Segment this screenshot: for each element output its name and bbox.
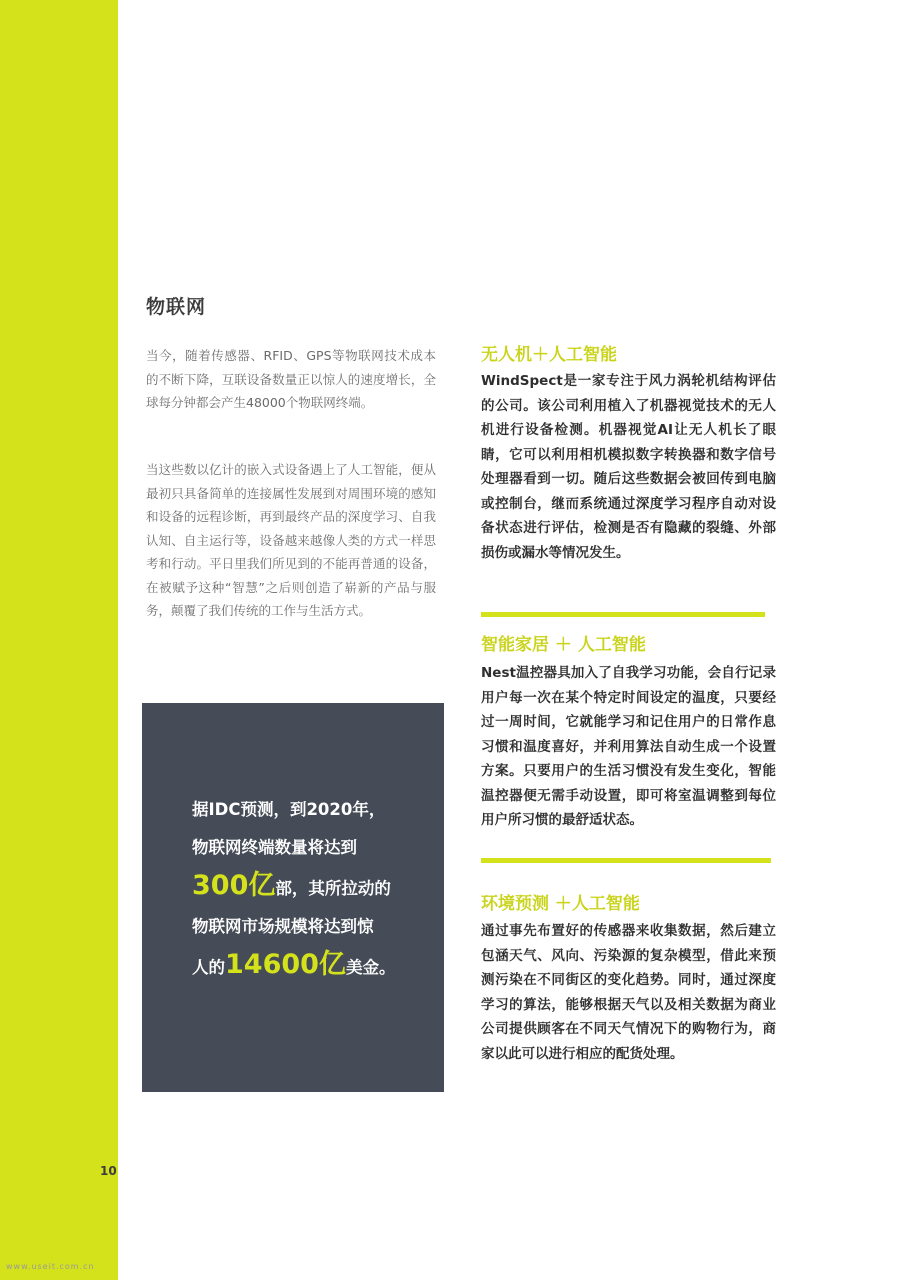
stat-line: [192, 867, 432, 908]
page-number: 10: [100, 1164, 117, 1178]
topic-title-drone: 无人机＋人工智能: [481, 345, 617, 365]
topic-body-smart-home: Nest温控器具加入了自我学习功能，会自行记录用户每一次在某个特定时间设定的温度，只要经过一周时间，它就能学习和记住用户的日常作息习惯和温度喜好，并利用算法自动生成一个设置方案。只要用户的生活习惯没有发生变化，智能温控器便无需手动设置，即可将室温调整到每位用户所习惯的最舒适状态。: [481, 665, 776, 828]
stat-text-fragment: 美金。: [345, 958, 396, 977]
section-title: 物联网: [146, 296, 207, 318]
stat-highlight-number: 14600亿: [225, 949, 346, 980]
watermark: www.useit.com.cn: [6, 1262, 95, 1271]
stat-line: 物联网市场规模将达到惊: [192, 917, 374, 936]
topic-title-environment: 环境预测 ＋人工智能: [481, 894, 640, 914]
topic-body-drone: WindSpect是一家专注于风力涡轮机结构评估的公司。该公司利用植入了机器视觉技术的无人机进行设备检测。机器视觉AI让无人机长了眼睛，它可以利用相机模拟数字转换器和数字信号处理器看到一切。随后这些数据会被回传到电脑或控制台，继而系统通过深度学习程序自动对设备状态进行评估，检测是否有隐藏的裂缝、外部损伤或漏水等情况发生。: [481, 373, 776, 561]
stat-highlight-number: 300亿: [192, 870, 276, 901]
topic-title-smart-home: 智能家居 ＋ 人工智能: [481, 635, 646, 655]
stat-line: [192, 946, 432, 987]
stat-text-fragment: 人的: [192, 958, 225, 977]
stat-line: 据IDC预测，到2020年，: [192, 800, 386, 819]
stat-text-fragment: 部，其所拉动的: [275, 879, 391, 898]
intro-paragraph: 当今，随着传感器、RFID、GPS等物联网技术成本的不断下降，互联设备数量正以惊人的速度增长，全球每分钟都会产生48000个物联网终端。: [146, 348, 436, 410]
stat-callout-text: [192, 791, 432, 987]
accent-sidebar: [0, 0, 118, 1280]
topic-body-environment: 通过事先布置好的传感器来收集数据，然后建立包涵天气、风向、污染源的复杂模型，借此来预测污染在不同街区的变化趋势。同时，通过深度学习的算法，能够根据天气以及相关数据为商业公司提供顾客在不同天气情况下的购物行为，商家以此可以进行相应的配货处理。: [481, 923, 776, 1062]
section-divider: [481, 612, 765, 617]
section-divider: [481, 858, 771, 863]
stat-line: 物联网终端数量将达到: [192, 838, 357, 857]
intro-paragraph: 当这些数以亿计的嵌入式设备遇上了人工智能，便从最初只具备简单的连接属性发展到对周围环境的感知和设备的远程诊断，再到最终产品的深度学习、自我认知、自主运行等，设备越来越像人类的方式一样思考和行动。平日里我们所见到的不能再普通的设备，在被赋予这种“智慧”之后则创造了崭新的产品与服务，颠覆了我们传统的工作与生活方式。: [146, 462, 436, 618]
stat-callout-box: [142, 703, 444, 1092]
